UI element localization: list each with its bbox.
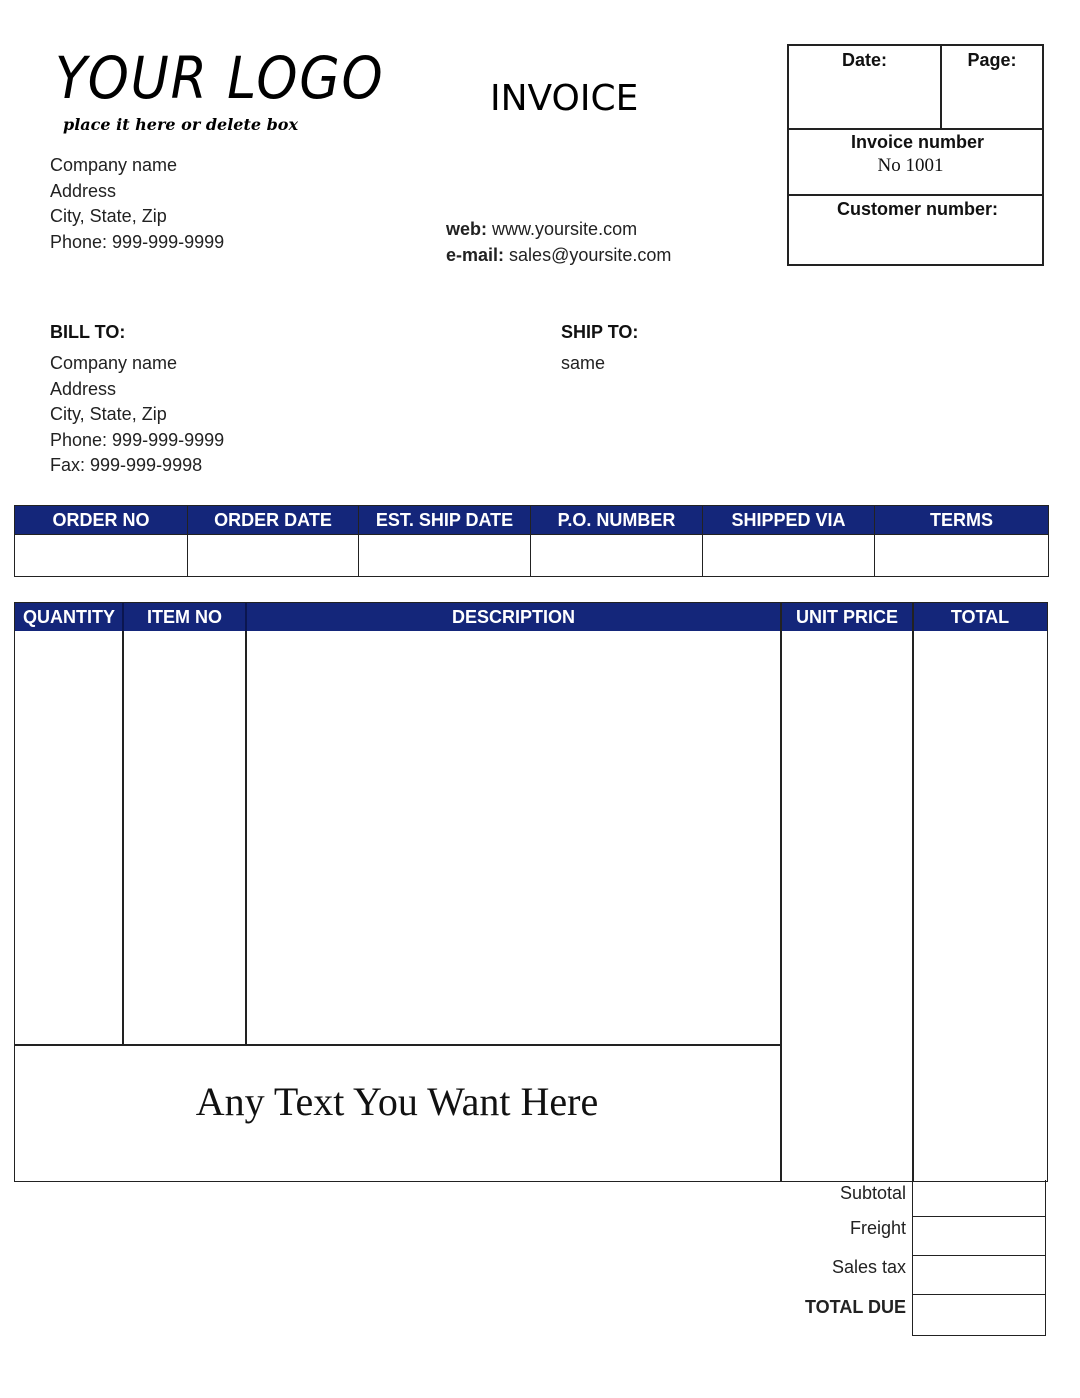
date-label: Date: — [841, 50, 887, 70]
item-no-header: ITEM NO — [147, 607, 222, 627]
order-no-cell[interactable] — [15, 535, 188, 577]
subtotal-field[interactable] — [912, 1180, 1046, 1217]
company-address: Address — [50, 180, 117, 201]
invoice-title: INVOICE — [490, 78, 639, 119]
est-ship-date-header: EST. SHIP DATE — [359, 506, 531, 535]
sales-tax-label: Sales tax — [831, 1257, 906, 1277]
total-due-field[interactable] — [912, 1294, 1046, 1336]
company-city: City, State, Zip — [50, 206, 167, 226]
custom-note: Any Text You Want Here — [195, 1079, 599, 1124]
invoice-info-box — [787, 44, 1044, 266]
freight-field[interactable] — [912, 1216, 1046, 1256]
bill-to-phone: Phone: 999-999-9999 — [50, 429, 225, 450]
web-link[interactable]: www.yoursite.com — [492, 219, 638, 239]
terms-cell[interactable] — [875, 535, 1049, 577]
order-date-cell[interactable] — [188, 535, 359, 577]
unit-price-header: UNIT PRICE — [795, 607, 898, 627]
bill-to-city: City, State, Zip — [50, 404, 167, 424]
order-table — [14, 505, 1049, 577]
est-ship-date-cell[interactable] — [359, 535, 531, 577]
terms-header: TERMS — [875, 506, 1049, 535]
ship-to-label: SHIP TO: — [561, 322, 639, 342]
company-address-block — [50, 153, 224, 255]
description-header: DESCRIPTION — [451, 607, 575, 627]
po-number-header: P.O. NUMBER — [531, 506, 703, 535]
bill-to-fax: Fax: 999-999-9998 — [50, 455, 203, 475]
shipped-via-cell[interactable] — [703, 535, 875, 577]
sales-tax-field[interactable] — [912, 1255, 1046, 1295]
freight-label: Freight — [849, 1218, 906, 1238]
web-label: web: — [446, 219, 488, 239]
ship-to-value: same — [561, 353, 606, 373]
invoice-number-label: Invoice number — [850, 132, 985, 152]
company-name: Company name — [50, 155, 178, 175]
bill-to-label: BILL TO: — [50, 322, 126, 342]
shipped-via-header: SHIPPED VIA — [703, 506, 875, 535]
subtotal-label: Subtotal — [839, 1183, 906, 1203]
contact-block — [446, 216, 671, 268]
order-date-header: ORDER DATE — [188, 506, 359, 535]
bill-to-address: Address — [50, 378, 117, 399]
order-no-header: ORDER NO — [15, 506, 188, 535]
po-number-cell[interactable] — [531, 535, 703, 577]
customer-number-label: Customer number: — [836, 199, 998, 219]
company-phone: Phone: 999-999-9999 — [50, 231, 225, 252]
invoice-number: No 1001 — [877, 155, 944, 176]
email-label: e-mail: — [446, 245, 505, 265]
quantity-header: QUANTITY — [23, 607, 115, 627]
bill-to-block — [50, 351, 224, 479]
email-link[interactable]: sales@yoursite.com — [509, 245, 672, 265]
total-due-label: TOTAL DUE — [804, 1297, 906, 1317]
total-header: TOTAL — [950, 607, 1010, 627]
logo-placeholder: YOUR LOGO — [55, 44, 385, 112]
logo-hint: place it here or delete box — [63, 115, 298, 134]
page-label: Page: — [967, 50, 1017, 70]
bill-to-name: Company name — [50, 353, 178, 373]
